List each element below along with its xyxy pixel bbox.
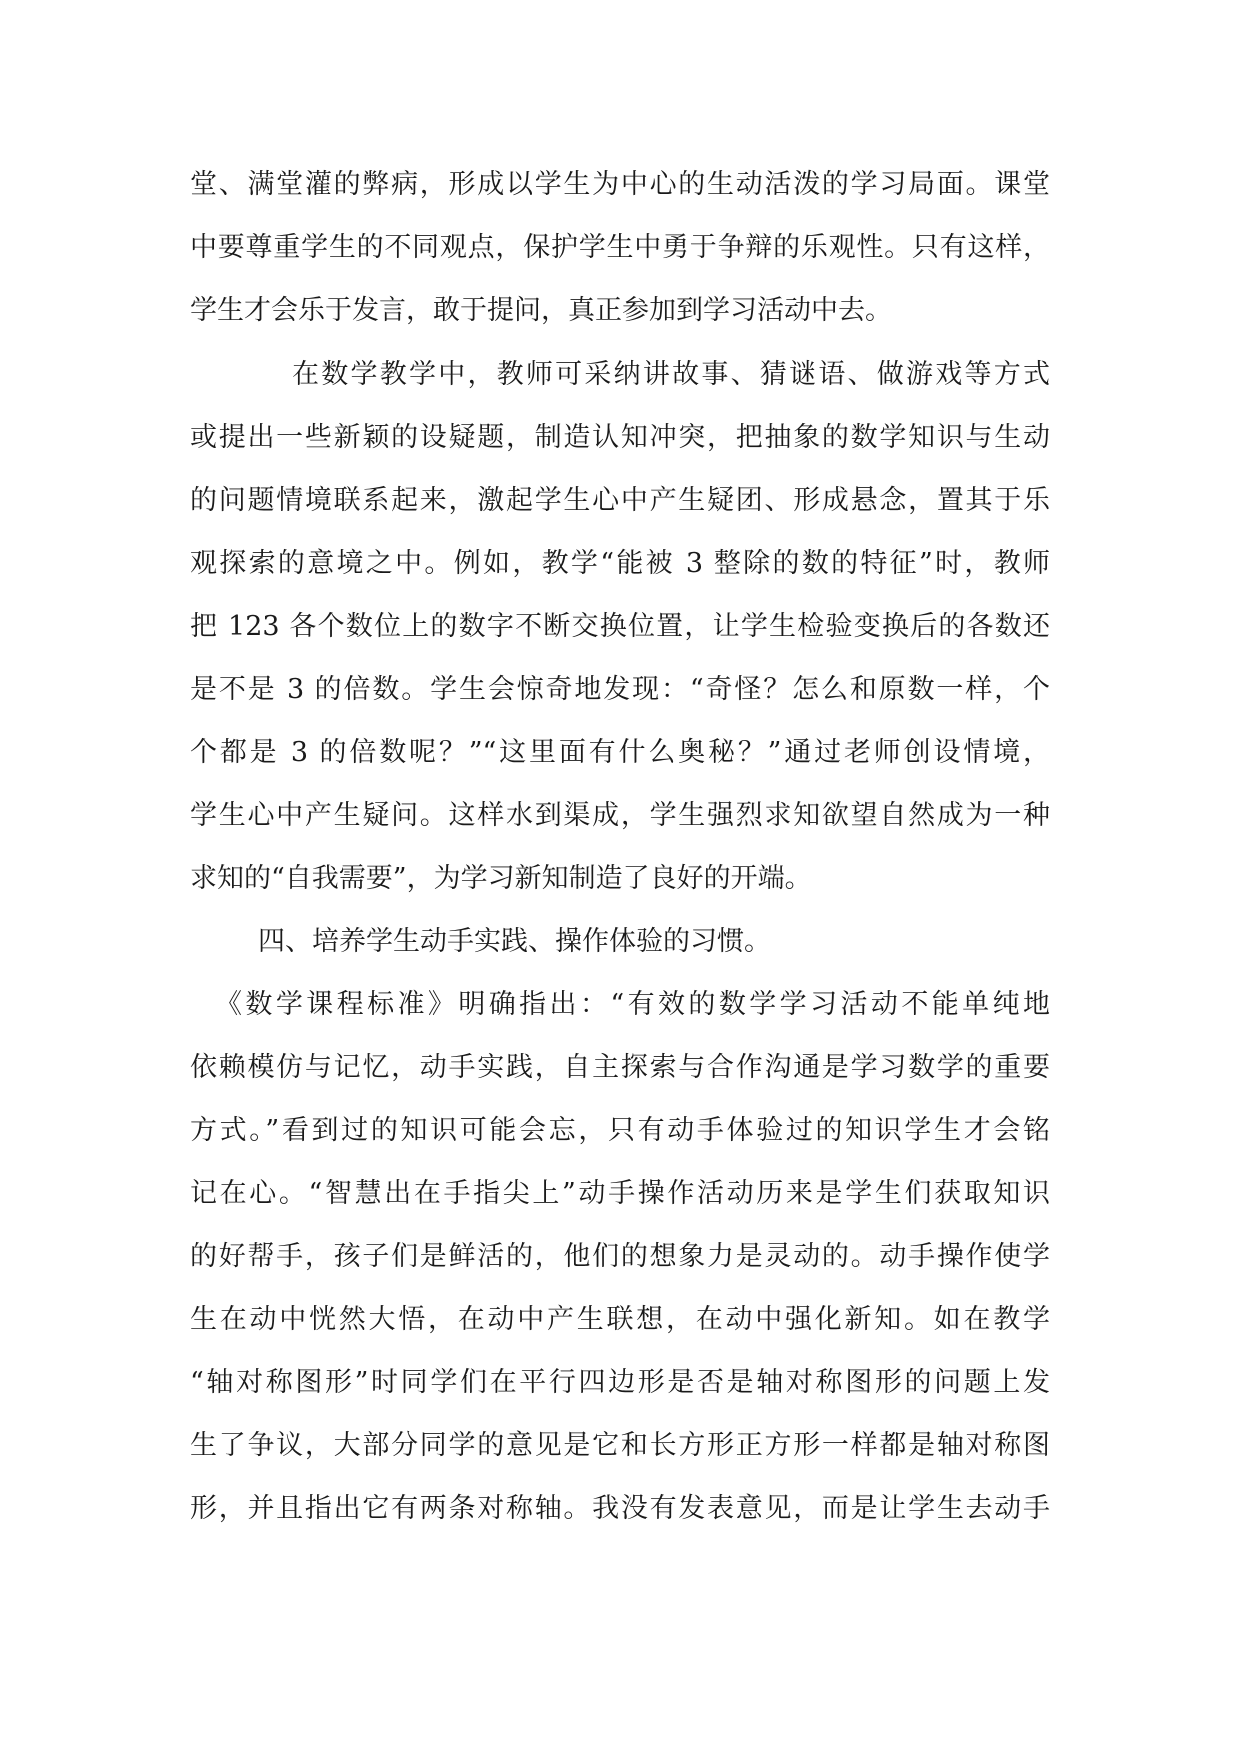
- text-line: 中要尊重学生的不同观点，保护学生中勇于争辩的乐观性。只有这样，: [190, 232, 1050, 263]
- text-line: 或提出一些新颖的设疑题，制造认知冲突，把抽象的数学知识与生动: [190, 422, 1050, 453]
- text-line: 是不是 3 的倍数。学生会惊奇地发现：“奇怪？怎么和原数一样，个: [190, 674, 1050, 705]
- text-line: 方式。”看到过的知识可能会忘，只有动手体验过的知识学生才会铭: [190, 1115, 1050, 1146]
- text-line: 堂、满堂灌的弊病，形成以学生为中心的生动活泼的学习局面。课堂: [190, 169, 1050, 200]
- text-line: 依赖模仿与记忆，动手实践，自主探索与合作沟通是学习数学的重要: [190, 1052, 1050, 1083]
- text-line: 形，并且指出它有两条对称轴。我没有发表意见，而是让学生去动手: [190, 1493, 1050, 1524]
- text-line: 生了争议，大部分同学的意见是它和长方形正方形一样都是轴对称图: [190, 1430, 1050, 1461]
- text-line: 的问题情境联系起来，激起学生心中产生疑团、形成悬念，置其于乐: [190, 485, 1050, 516]
- text-line: 的好帮手，孩子们是鲜活的，他们的想象力是灵动的。动手操作使学: [190, 1241, 1050, 1272]
- text-line: 记在心。“智慧出在手指尖上”动手操作活动历来是学生们获取知识: [190, 1178, 1050, 1209]
- text-line: 《数学课程标准》明确指出：“有效的数学学习活动不能单纯地: [215, 989, 1050, 1020]
- text-line: 把 123 各个数位上的数字不断交换位置，让学生检验变换后的各数还: [190, 611, 1050, 642]
- text-line: “轴对称图形”时同学们在平行四边形是否是轴对称图形的问题上发: [190, 1367, 1050, 1398]
- text-line: 生在动中恍然大悟，在动中产生联想，在动中强化新知。如在教学: [190, 1304, 1050, 1335]
- text-line: 个都是 3 的倍数呢？”“这里面有什么奥秘？”通过老师创设情境，: [190, 737, 1050, 768]
- text-line: 学生心中产生疑问。这样水到渠成，学生强烈求知欲望自然成为一种: [190, 800, 1050, 831]
- text-line: 在数学教学中，教师可采纳讲故事、猜谜语、做游戏等方式: [292, 359, 1050, 390]
- section-heading: 四、培养学生动手实践、操作体验的习惯。: [258, 926, 771, 957]
- text-line: 观探索的意境之中。例如，教学“能被 3 整除的数的特征”时，教师: [190, 548, 1050, 579]
- text-line: 求知的“自我需要”，为学习新知制造了良好的开端。: [190, 863, 812, 894]
- text-line: 学生才会乐于发言，敢于提问，真正参加到学习活动中去。: [190, 295, 892, 326]
